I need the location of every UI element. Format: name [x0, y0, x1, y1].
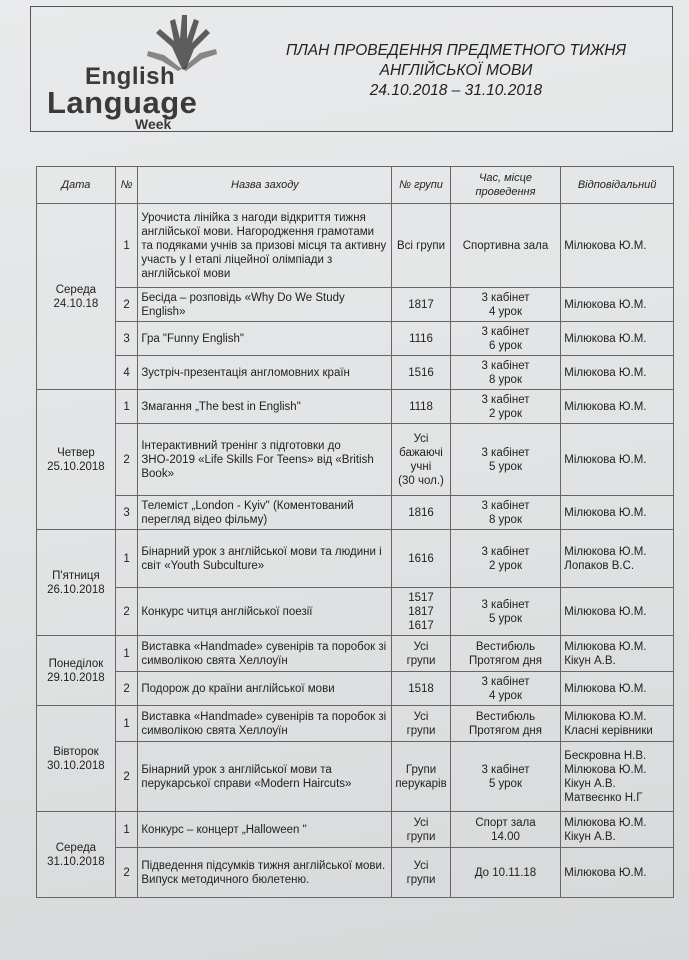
header-time: Час, місце проведення	[450, 167, 561, 204]
event-number: 2	[115, 848, 138, 898]
event-number: 1	[115, 204, 138, 288]
event-time-place: До 10.11.18	[450, 848, 561, 898]
event-number: 3	[115, 496, 138, 530]
event-group: 1616	[392, 530, 450, 588]
event-name: Підведення підсумків тижня англійської мови. Випуск методичного бюлетеню.	[138, 848, 392, 898]
event-time-place: Вестибюль Протягом дня	[450, 636, 561, 672]
event-group: 1516	[392, 356, 450, 390]
event-group: 1816	[392, 496, 450, 530]
event-responsible: Мілюкова Ю.М.	[561, 848, 674, 898]
header-date: Дата	[37, 167, 116, 204]
event-responsible: Мілюкова Ю.М.	[561, 496, 674, 530]
event-responsible: Мілюкова Ю.М.	[561, 390, 674, 424]
english-week-logo	[37, 13, 227, 132]
event-number: 1	[115, 636, 138, 672]
table-row	[37, 322, 674, 356]
event-time-place: 3 кабінет 5 урок	[450, 588, 561, 636]
event-responsible: Мілюкова Ю.М. Лопаков В.С.	[561, 530, 674, 588]
table-body	[37, 204, 674, 898]
title-line-1: ПЛАН ПРОВЕДЕННЯ ПРЕДМЕТНОГО ТИЖНЯ	[285, 42, 627, 59]
event-responsible: Мілюкова Ю.М.	[561, 424, 674, 496]
event-responsible: Мілюкова Ю.М.	[561, 588, 674, 636]
event-time-place: 3 кабінет 5 урок	[450, 742, 561, 812]
event-name: Бінарний урок з англійської мови та людини і світ «Youth Subculture»	[138, 530, 392, 588]
event-responsible: Мілюкова Ю.М. Кікун А.В.	[561, 812, 674, 848]
event-time-place: Вестибюль Протягом дня	[450, 706, 561, 742]
table-row	[37, 848, 674, 898]
event-time-place: Спорт зала 14.00	[450, 812, 561, 848]
event-name: Конкурс читця англійської поезії	[138, 588, 392, 636]
event-group: 1517 1817 1617	[392, 588, 450, 636]
event-responsible: Мілюкова Ю.М.	[561, 322, 674, 356]
event-group: Усі групи	[392, 848, 450, 898]
event-number: 1	[115, 812, 138, 848]
logo-english: English	[85, 63, 176, 90]
day-date-cell: Понеділок 29.10.2018	[37, 636, 116, 706]
page-title	[246, 41, 666, 101]
day-date-cell: Четвер 25.10.2018	[37, 390, 116, 530]
event-number: 3	[115, 322, 138, 356]
event-number: 2	[115, 742, 138, 812]
logo-week: Week	[135, 116, 172, 132]
event-number: 2	[115, 588, 138, 636]
table-row	[37, 742, 674, 812]
event-group: Усі групи	[392, 706, 450, 742]
header-box	[30, 6, 673, 132]
event-time-place: 3 кабінет 8 урок	[450, 496, 561, 530]
event-name: Урочиста лінійка з нагоди відкриття тижня англійської мови. Нагородження грамотами та подяками учнів за призові місця та активну участь у І етапі ліцейної олімпіади з англійської мови	[138, 204, 392, 288]
day-date-cell: Середа 31.10.2018	[37, 812, 116, 898]
event-time-place: 3 кабінет 5 урок	[450, 424, 561, 496]
title-line-3: 24.10.2018 – 31.10.2018	[369, 82, 543, 99]
event-time-place: Спортивна зала	[450, 204, 561, 288]
table-row	[37, 706, 674, 742]
table-row	[37, 288, 674, 322]
event-name: Бінарний урок з англійської мови та перукарської справи «Modern Haircuts»	[138, 742, 392, 812]
event-time-place: 3 кабінет 2 урок	[450, 390, 561, 424]
event-group: 1817	[392, 288, 450, 322]
event-name: Гра "Funny English"	[138, 322, 392, 356]
event-group: Усі групи	[392, 636, 450, 672]
event-responsible: Бескровна Н.В. Мілюкова Ю.М. Кікун А.В. Матвеєнко Н.Г	[561, 742, 674, 812]
table-row	[37, 636, 674, 672]
table-row	[37, 204, 674, 288]
event-responsible: Мілюкова Ю.М. Кікун А.В.	[561, 636, 674, 672]
event-number: 1	[115, 390, 138, 424]
event-time-place: 3 кабінет 8 урок	[450, 356, 561, 390]
event-number: 2	[115, 672, 138, 706]
event-responsible: Мілюкова Ю.М.	[561, 356, 674, 390]
event-responsible: Мілюкова Ю.М.	[561, 204, 674, 288]
event-name: Конкурс – концерт „Halloween "	[138, 812, 392, 848]
header-resp: Відповідальний	[561, 167, 674, 204]
event-name: Виставка «Handmade» сувенірів та поробок зі символікою свята Хеллоуїн	[138, 706, 392, 742]
event-name: Бесіда – розповідь «Why Do We Study English»	[138, 288, 392, 322]
header-event: Назва заходу	[138, 167, 392, 204]
event-name: Виставка «Handmade» сувенірів та поробок зі символікою свята Хеллоуїн	[138, 636, 392, 672]
day-date-cell: Вівторок 30.10.2018	[37, 706, 116, 812]
event-number: 1	[115, 530, 138, 588]
event-group: 1118	[392, 390, 450, 424]
table-row	[37, 588, 674, 636]
event-number: 4	[115, 356, 138, 390]
header-num: №	[115, 167, 138, 204]
event-number: 1	[115, 706, 138, 742]
table-row	[37, 356, 674, 390]
table-header-row	[37, 167, 674, 204]
event-group: 1116	[392, 322, 450, 356]
logo-language: Language	[47, 85, 198, 120]
day-date-cell: П'ятниця 26.10.2018	[37, 530, 116, 636]
table-row	[37, 672, 674, 706]
event-group: Усі групи	[392, 812, 450, 848]
event-time-place: 3 кабінет 4 урок	[450, 672, 561, 706]
event-group: Групи перукарів	[392, 742, 450, 812]
table-row	[37, 424, 674, 496]
schedule-table	[36, 166, 674, 898]
event-group: Всі групи	[392, 204, 450, 288]
event-time-place: 3 кабінет 6 урок	[450, 322, 561, 356]
event-number: 2	[115, 424, 138, 496]
table-row	[37, 390, 674, 424]
title-line-2: АНГЛІЙСЬКОЇ МОВИ	[379, 62, 533, 79]
event-time-place: 3 кабінет 2 урок	[450, 530, 561, 588]
event-group: Усі бажаючі учні (30 чол.)	[392, 424, 450, 496]
event-number: 2	[115, 288, 138, 322]
event-time-place: 3 кабінет 4 урок	[450, 288, 561, 322]
event-responsible: Мілюкова Ю.М.	[561, 288, 674, 322]
event-name: Зустріч-презентація англомовних країн	[138, 356, 392, 390]
event-responsible: Мілюкова Ю.М. Класні керівники	[561, 706, 674, 742]
event-group: 1518	[392, 672, 450, 706]
table-row	[37, 496, 674, 530]
event-responsible: Мілюкова Ю.М.	[561, 672, 674, 706]
event-name: Інтерактивний тренінг з підготовки до ЗНО-2019 «Life Skills For Teens» від «British Book»	[138, 424, 392, 496]
event-name: Змагання „The best in English"	[138, 390, 392, 424]
table-row	[37, 812, 674, 848]
event-name: Подорож до країни англійської мови	[138, 672, 392, 706]
day-date-cell: Середа 24.10.18	[37, 204, 116, 390]
header-group: № групи	[392, 167, 450, 204]
table-row	[37, 530, 674, 588]
event-name: Телеміст „London - Kyiv" (Коментований перегляд відео фільму)	[138, 496, 392, 530]
